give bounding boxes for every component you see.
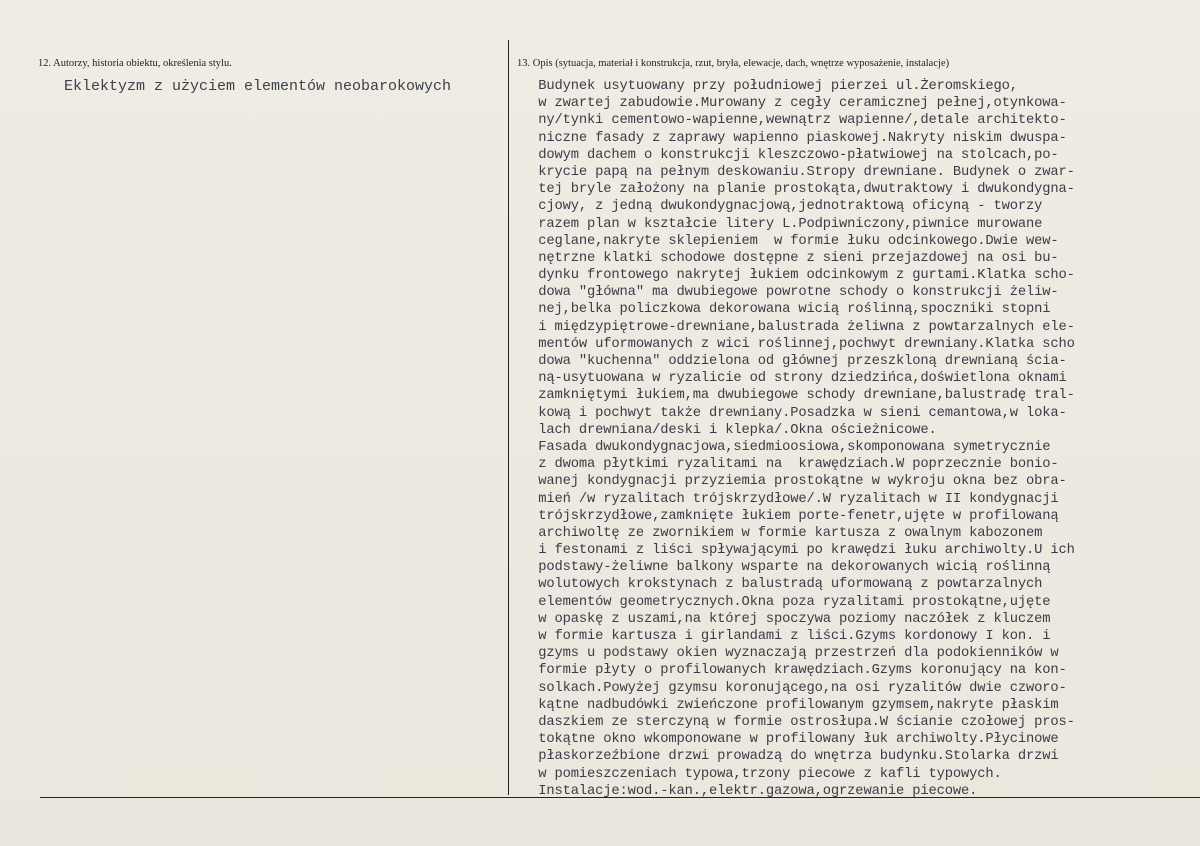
description-line: ną-usytuowana w ryzalicie od strony dziedzińca,doświetlona oknami xyxy=(522,371,1067,387)
description-line: razem plan w kształcie litery L.Podpiwniczony,piwnice murowane xyxy=(522,216,1043,232)
description-line: nej,belka policzkowa dekorowana wicią roślinną,spoczniki stopni xyxy=(522,302,1051,318)
description-line: w opaskę z uszami,na której spoczywa poziomy naczółek z kluczem xyxy=(522,611,1051,627)
section-12-header: 12. Autorzy, historia obiektu, określenia stylu. xyxy=(38,58,232,69)
description-line: kową i pochwyt także drewniany.Posadzka w sieni cemantowa,w loka- xyxy=(522,405,1067,421)
description-line: Fasada dwukondygnacjowa,siedmioosiowa,skomponowana symetrycznie xyxy=(522,439,1051,455)
description-line: trójskrzydłowe,zamknięte łukiem porte-fenetr,ujęte w profilowaną xyxy=(522,508,1059,524)
description-line: tej bryle założony na planie prostokąta,dwutraktowy i dwukondygna- xyxy=(522,182,1075,198)
building-description xyxy=(522,78,1194,800)
description-line: formie płyty o profilowanych krawędziach.Gzyms koronujący na kon- xyxy=(522,663,1067,679)
description-line: archiwoltę ze zwornikiem w formie kartusza z owalnym kabozonem xyxy=(522,525,1043,541)
description-line: wanej kondygnacji przyziemia prostokątne w wykroju okna bez obra- xyxy=(522,474,1067,490)
column-divider xyxy=(508,40,509,795)
description-line: Instalacje:wod.-kan.,elektr.gazowa,ogrzewanie piecowe. xyxy=(522,783,978,799)
description-line: i międzypiętrowe-drewniane,balustrada żeliwna z powtarzalnych ele- xyxy=(522,319,1075,335)
description-line: dynku frontowego nakrytej łukiem odcinkowym z gurtami.Klatka scho- xyxy=(522,268,1075,284)
description-line: tokątne okno wkomponowane w profilowany łuk archiwolty.Płycinowe xyxy=(522,732,1059,748)
description-line: dowa "kuchenna" oddzielona od głównej przeszkloną drewnianą ścia- xyxy=(522,354,1067,369)
description-line: zamkniętymi łukiem,ma dwubiegowe schody drewniane,balustradę tral- xyxy=(522,388,1075,404)
description-line: cjowy, z jedną dwukondygnacjową,jednotraktową oficyną - tworzy xyxy=(522,199,1043,215)
description-line: lach drewniana/deski i klepka/.Okna ościeżnicowe. xyxy=(522,422,937,438)
description-line: w formie kartusza i girlandami z liści.Gzyms kordonowy I kon. i xyxy=(522,629,1051,644)
description-line: dowym dachem o konstrukcji kleszczowo-płatwiowej na stolcach,po- xyxy=(522,147,1059,163)
description-line: nętrzne klatki schodowe dostępne z sieni przejazdowej na osi bu- xyxy=(522,250,1059,266)
description-line: i festonami z liści spływającymi po krawędzi łuku archiwolty.U ich xyxy=(522,543,1075,559)
section-13-header: 13. Opis (sytuacja, materiał i konstrukcja, rzut, bryła, elewacje, dach, wnętrze wyposażenie, instalacje) xyxy=(517,58,950,69)
description-line: elementów geometrycznych.Okna poza ryzalitami prostokątne,ujęte xyxy=(522,594,1051,610)
description-line: kątne nadbudówki zwieńczone profilowanym gzymsem,nakryte płaskim xyxy=(522,697,1059,713)
description-line: dowa "główna" ma dwubiegowe powrotne schody o konstrukcji żeliw- xyxy=(522,285,1059,301)
description-line: w zwartej zabudowie.Murowany z cegły ceramicznej pełnej,otynkowa- xyxy=(522,96,1067,112)
description-line: mentów uformowanych z wici roślinnej,pochwyt drewniany.Klatka scho xyxy=(522,336,1075,352)
description-line: mień /w ryzalitach trójskrzydłowe/.W ryzalitach w II kondygnacji xyxy=(522,491,1059,507)
description-line: ceglane,nakryte sklepieniem w formie łuku odcinkowego.Dwie wew- xyxy=(522,233,1059,249)
description-line: krycie papą na pełnym deskowaniu.Stropy drewniane. Budynek o zwar- xyxy=(522,164,1075,180)
description-line: daszkiem ze sterczyną w formie ostrosłupa.W ścianie czołowej pros- xyxy=(522,714,1075,730)
description-line: podstawy-żeliwne balkony wsparte na dekorowanych wicią roślinną xyxy=(522,560,1051,576)
description-line: gzyms u podstawy okien wyznaczają przestrzeń dla podokienników w xyxy=(522,646,1059,662)
description-line: ny/tynki cementowo-wapienne,wewnątrz wapienne/,detale architekto- xyxy=(522,113,1067,129)
description-line: solkach.Powyżej gzymsu koronującego,na osi ryzalitów dwie czworo- xyxy=(522,680,1067,696)
description-line: płaskorzeźbione drzwi prowadzą do wnętrza budynku.Stolarka drzwi xyxy=(522,749,1059,765)
description-line: wolutowych krokstynach z balustradą uformowaną z powtarzalnych xyxy=(522,577,1043,593)
description-line: niczne fasady z zaprawy wapienno piaskowej.Nakryty niskim dwuspa- xyxy=(522,130,1067,146)
style-description: Eklektyzm z użyciem elementów neobarokowych xyxy=(64,78,452,95)
description-line: w pomieszczeniach typowa,trzony piecowe z kafli typowych. xyxy=(522,766,1002,782)
description-line: Budynek usytuowany przy południowej pierzei ul.Żeromskiego, xyxy=(522,79,1018,94)
description-line: z dwoma płytkimi ryzalitami na krawędziach.W poprzecznie bonio- xyxy=(522,457,1059,473)
